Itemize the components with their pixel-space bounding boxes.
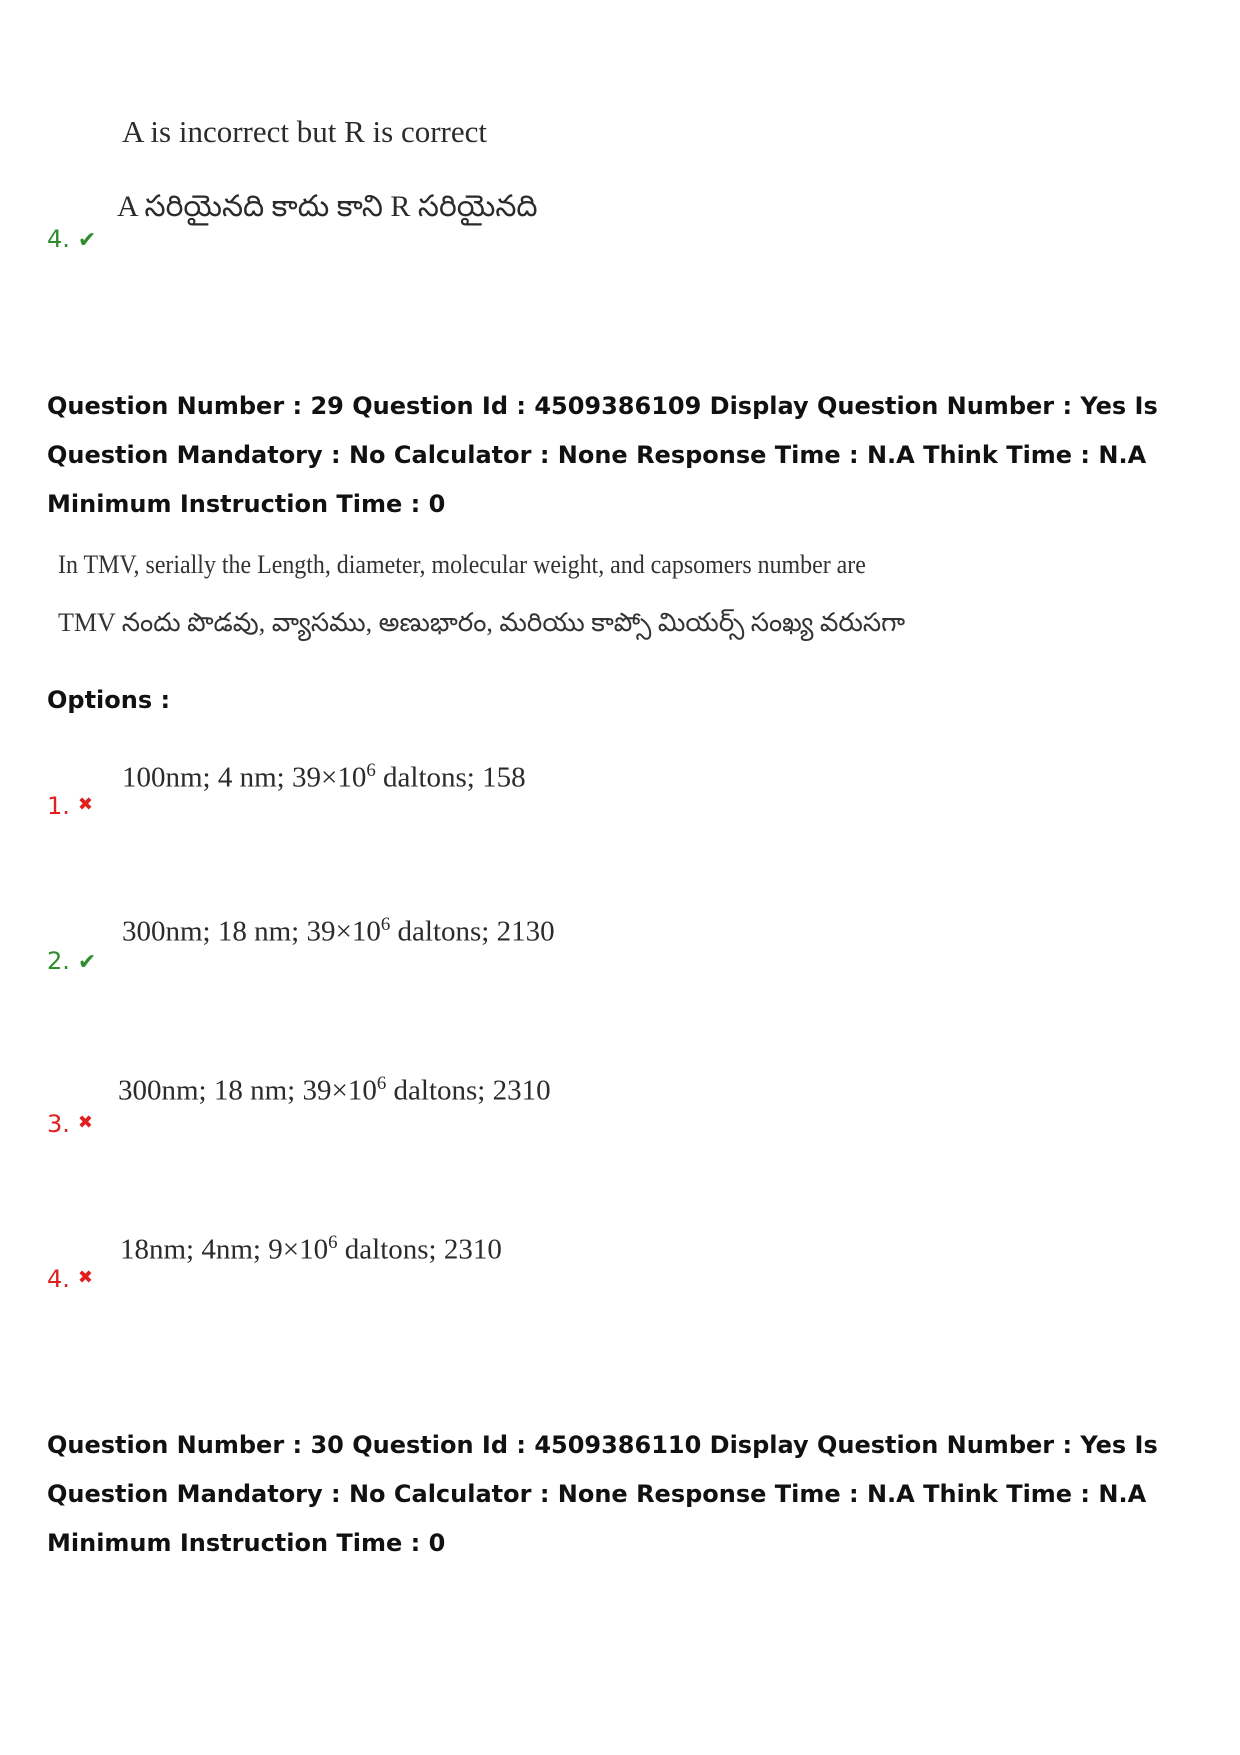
cross-icon: ✖ [77, 1112, 93, 1133]
option-1-base: 100nm; 4 nm; 39×10 [122, 761, 367, 794]
option-1-number [47, 792, 93, 820]
option-4-rest: daltons; 2310 [337, 1233, 502, 1266]
option-3-number [47, 1110, 93, 1138]
option-4-text [120, 1232, 502, 1267]
option-3-exponent: 6 [376, 1073, 387, 1094]
question-29-stem-te: TMV నందు పొడవు, వ్యాసము, అణుభారం, మరియు కాప్సో మియర్స్ సంఖ్య వరుసగా [58, 608, 906, 637]
prev-option-4-number [47, 225, 96, 253]
option-1-rest: daltons; 158 [375, 761, 526, 794]
option-3-rest: daltons; 2310 [386, 1074, 551, 1107]
option-number: 2. [47, 947, 70, 975]
option-3-base: 300nm; 18 nm; 39×10 [118, 1074, 377, 1107]
prev-option-4-text-te: A సరియైనది కాదు కాని R సరియైనది [117, 190, 538, 223]
cross-icon: ✖ [77, 1267, 93, 1288]
option-2-exponent: 6 [380, 914, 391, 935]
question-29-stem-en: In TMV, serially the Length, diameter, molecular weight, and capsomers number are [58, 550, 866, 579]
options-label: Options : [47, 686, 171, 714]
option-4-base: 18nm; 4nm; 9×10 [120, 1233, 329, 1266]
option-number: 4. [47, 1265, 70, 1293]
option-4-exponent: 6 [328, 1232, 338, 1253]
question-29-header: Question Number : 29 Question Id : 4509386109 Display Question Number : Yes Is Question Mandatory : No Calculator : None Response Time : N.A Think Time : N.A Minimum Instruction Time : 0 [47, 392, 1158, 518]
option-2-base: 300nm; 18 nm; 39×10 [122, 915, 381, 948]
option-2-number [47, 947, 96, 975]
option-3-text [118, 1073, 551, 1108]
option-4-number [47, 1265, 93, 1293]
option-2-rest: daltons; 2130 [390, 915, 555, 948]
option-2-text [122, 914, 555, 949]
check-icon: ✔ [77, 950, 97, 975]
prev-option-4-text-en: A is incorrect but R is correct [122, 114, 488, 149]
question-30-header: Question Number : 30 Question Id : 4509386110 Display Question Number : Yes Is Question Mandatory : No Calculator : None Response Time : N.A Think Time : N.A Minimum Instruction Time : 0 [47, 1431, 1158, 1557]
option-number: 3. [47, 1110, 70, 1138]
option-number: 1. [47, 792, 70, 820]
cross-icon: ✖ [77, 794, 93, 815]
option-1-exponent: 6 [366, 760, 376, 781]
option-1-text [122, 760, 526, 795]
check-icon: ✔ [77, 228, 97, 253]
option-number: 4. [47, 225, 70, 253]
